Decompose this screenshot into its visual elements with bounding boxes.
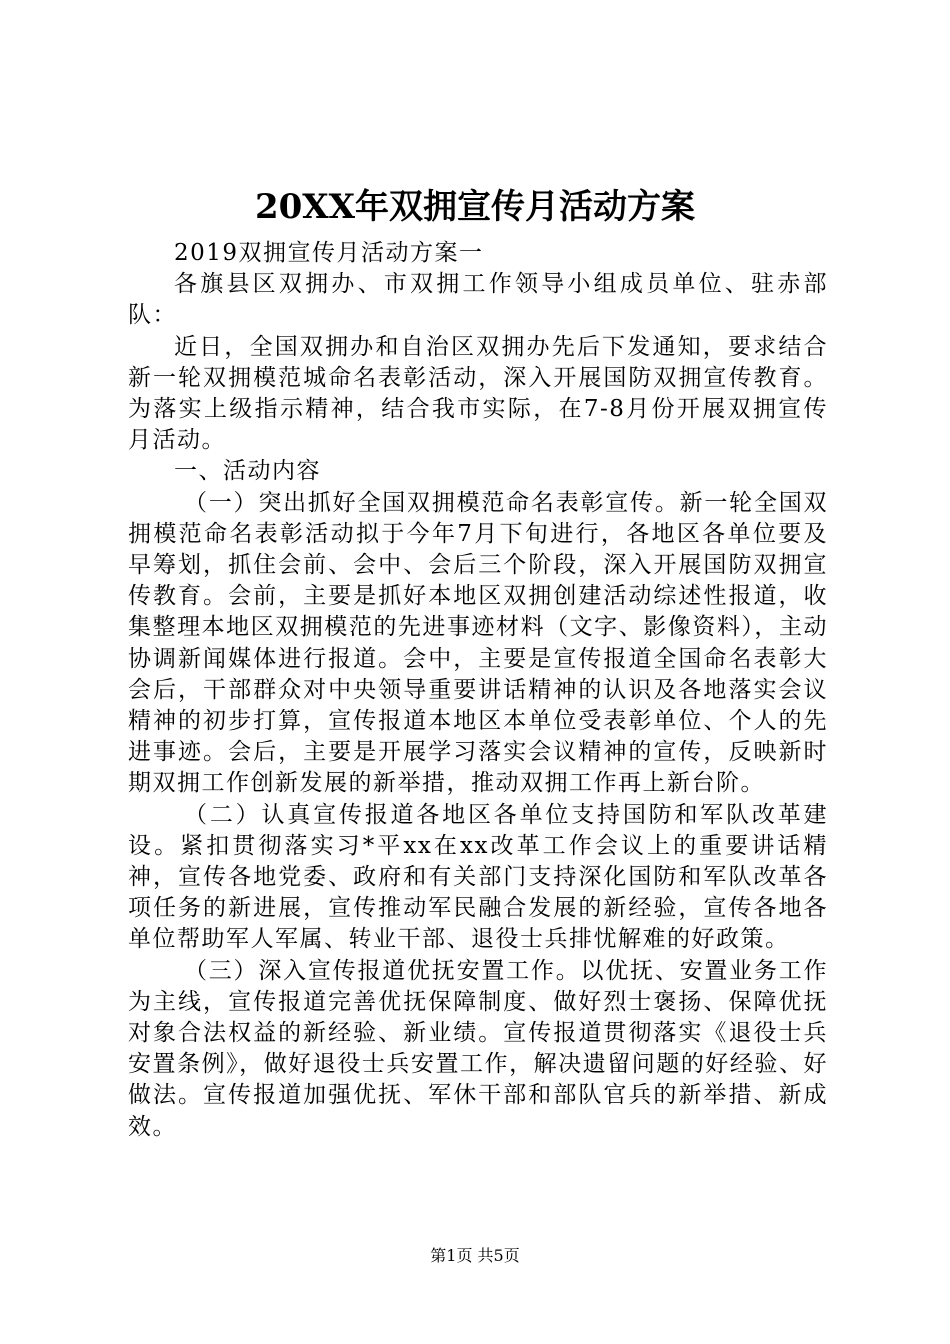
addressee-paragraph: 各旗县区双拥办、市双拥工作领导小组成员单位、驻赤部队： bbox=[128, 271, 828, 329]
document-body bbox=[128, 238, 828, 1143]
section-heading: 一、活动内容 bbox=[174, 458, 321, 485]
intro-paragraph: 近日，全国双拥办和自治区双拥办先后下发通知，要求结合新一轮双拥模范城命名表彰活动，深入开展国防双拥宣传教育。为落实上级指示精神，结合我市实际，在7-8月份开展双拥宣传月活动。 bbox=[128, 333, 828, 454]
item-paragraph-2: （二）认真宣传报道各地区各单位支持国防和军队改革建设。紧扣贯彻落实习*平xx在xx改革工作会议上的重要讲话精神，宣传各地党委、政府和有关部门支持深化国防和军队改革各项任务的新进展，宣传推动军民融合发展的新经验，宣传各地各单位帮助军人军属、转业干部、退役士兵排忧解难的好政策。 bbox=[128, 801, 828, 953]
page-indicator: 第1页 共5页 bbox=[430, 1246, 520, 1265]
document-title: 20XX年双拥宣传月活动方案 bbox=[254, 187, 696, 227]
item-paragraph-3: （三）深入宣传报道优抚安置工作。以优抚、安置业务工作为主线，宣传报道完善优抚保障制度、做好烈士褒扬、保障优抚对象合法权益的新经验、新业绩。宣传报道贯彻落实《退役士兵安置条例》，做好退役士兵安置工作，解决遗留问题的好经验、好做法。宣传报道加强优抚、军休干部和部队官兵的新举措、新成效。 bbox=[128, 957, 828, 1140]
item-paragraph-1: （一）突出抓好全国双拥模范命名表彰宣传。新一轮全国双拥模范命名表彰活动拟于今年7月下旬进行，各地区各单位要及早筹划，抓住会前、会中、会后三个阶段，深入开展国防双拥宣传教育。会前，主要是抓好本地区双拥创建活动综述性报道，收集整理本地区双拥模范的先进事迹材料（文字、影像资料），主动协调新闻媒体进行报道。会中，主要是宣传报道全国命名表彰大会后，干部群众对中央领导重要讲话精神的认识及各地落实会议精神的初步打算，宣传报道本地区本单位受表彰单位、个人的先进事迹。会后，主要是开展学习落实会议精神的宣传，反映新时期双拥工作创新发展的新举措，推动双拥工作再上新台阶。 bbox=[128, 489, 828, 797]
subtitle-line: 2019双拥宣传月活动方案一 bbox=[174, 240, 484, 266]
